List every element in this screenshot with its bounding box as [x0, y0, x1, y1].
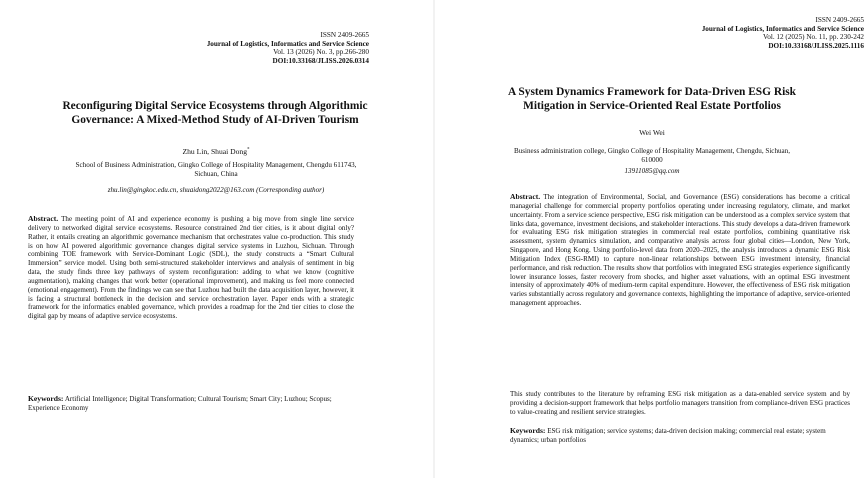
journal-name: Journal of Logistics, Informatics and Service Science	[701, 24, 864, 33]
keywords	[510, 427, 850, 445]
paper-title	[10, 99, 420, 127]
abstract-label: Abstract.	[510, 192, 541, 201]
keywords-label: Keywords:	[28, 394, 64, 403]
keywords-text: ESG risk mitigation; service systems; data-driven decision making; commercial real estate; system dynamics; urban portfolios	[510, 427, 826, 444]
journal-header	[150, 31, 369, 65]
issn: ISSN 2409-2665	[815, 16, 864, 24]
page-divider	[433, 0, 435, 478]
right-paper-page	[436, 0, 868, 478]
authors: Wei Wei	[639, 128, 665, 137]
affiliation	[436, 147, 868, 165]
abstract-paragraph-2: This study contributes to the literature by reframing ESG risk mitigation as a data-enabled service system and by providing a decision-support framework that helps portfolio managers transition from compliance-driven ESG practices to value-creating and resilient service strategies.	[510, 390, 850, 416]
keywords	[28, 395, 354, 413]
volume-info: Vol. 13 (2026) No. 3, pp.266-280	[273, 48, 369, 57]
doi: DOI:10.33168/JLISS.2025.1116	[768, 41, 864, 50]
title-line-1: Reconfiguring Digital Service Ecosystems through Algorithmic	[62, 100, 368, 112]
title-line-2: Governance: A Mixed-Method Study of AI-Driven Tourism	[71, 114, 359, 126]
title-line-2: Mitigation in Service-Oriented Real Estate Portfolios	[523, 100, 781, 112]
issn: ISSN 2409-2665	[320, 31, 369, 39]
abstract-label: Abstract.	[28, 214, 59, 223]
author-names: Zhu Lin, Shuai Dong	[182, 147, 248, 156]
keywords-text: Artificial Intelligence; Digital Transformation; Cultural Tourism; Smart City; Luzhou; Scopus; Experience Economy	[28, 395, 332, 412]
affiliation-line-1: School of Business Administration, Gingko College of Hospitality Management, Chengdu 611743,	[75, 161, 357, 169]
abstract	[510, 193, 850, 308]
title-line-1: A System Dynamics Framework for Data-Driven ESG Risk	[507, 86, 796, 98]
affiliation	[0, 161, 432, 179]
abstract-text: The integration of Environmental, Social, and Governance (ESG) considerations has become a critical managerial challenge for commercial property portfolios operating under increasing regulatory, climate, and market uncertainty. From a service science perspective, ESG risk mitigation can be understood as a complex service system that links data, governance, investment decisions, and stakeholder interactions. This study develops a data-driven framework for evaluating ESG risk mitigation strategies in commercial real estate portfolios, combining quantitative risk assessment, system dynamics simulation, and comparative analysis across four global cities—London, New York, Singapore, and Hong Kong. Using portfolio-level data from 2020–2025, the analysis introduces a dynamic ESG Risk Mitigation Index (ESG-RMI) to capture non-linear relationships between ESG investment intensity, financial performance, and risk reduction. The results show that portfolios with integrated ESG strategies experience significantly lower insurance losses, faster recovery from shocks, and higher asset valuations, with an optimal ESG investment intensity of approximately 40% of medium-term capital expenditure. However, the effectiveness of ESG risk mitigation varies substantially across regulatory and governance contexts, highlighting the importance of adaptive, service-oriented management approaches.	[510, 193, 850, 308]
affiliation-line-2: 610000	[641, 156, 663, 164]
journal-name: Journal of Logistics, Informatics and Service Science	[206, 39, 369, 48]
paper-title	[446, 85, 858, 113]
author-email: 13911085@qq.com	[624, 167, 680, 175]
corresponding-mark: *	[247, 147, 250, 153]
left-paper-page	[0, 0, 432, 478]
abstract	[28, 215, 354, 321]
affiliation-line-1: Business administration college, Gingko College of Hospitality Management, Chengdu, Sichuan,	[513, 147, 791, 155]
affiliation-line-2: Sichuan, China	[194, 170, 238, 178]
keywords-label: Keywords:	[510, 426, 546, 435]
authors	[0, 147, 432, 156]
abstract-text: The meeting point of AI and experience economy is pushing a big move from single line service delivery to networked digital service ecosystems. Resource constrained 2nd tier cities, is it about digital only? Rather, it entails creating an algorithmic governance mechanism that orchestrates value co-production. This study is on how AI powered algorithmic governance changes digital service systems in Luzhou, Sichuan. Through combining TOE framework with Service-Dominant Logic (SDL), the study constructs a “Smart Cultural Immersion” service model. Using both semi-structured stakeholder interviews and analysis of sentiment in big data, the study finds three key pathways of system reconfiguration: adding to what we know (cognitive augmentation), making changes that work better (operational improvement), and making us feel more connected (emotional engagement). From the findings we can see that Luzhou had built the data acquisition layer, however, it is facing a structural bottleneck in the decision and service orchestration layer. Paper ends with a strategic framework for the informatics enabled governance, which provides a roadmap for the 2nd tier cities to close the digital gap by means of adaptive service ecosystems.	[28, 215, 354, 321]
author-email: zhu.lin@gingkoc.edu.cn, shuaidong2022@163.com (Corresponding author)	[107, 186, 325, 194]
volume-info: Vol. 12 (2025) No. 11, pp. 230-242	[762, 33, 864, 42]
doi: DOI:10.33168/JLISS.2026.0314	[272, 56, 369, 65]
journal-header	[648, 16, 864, 50]
